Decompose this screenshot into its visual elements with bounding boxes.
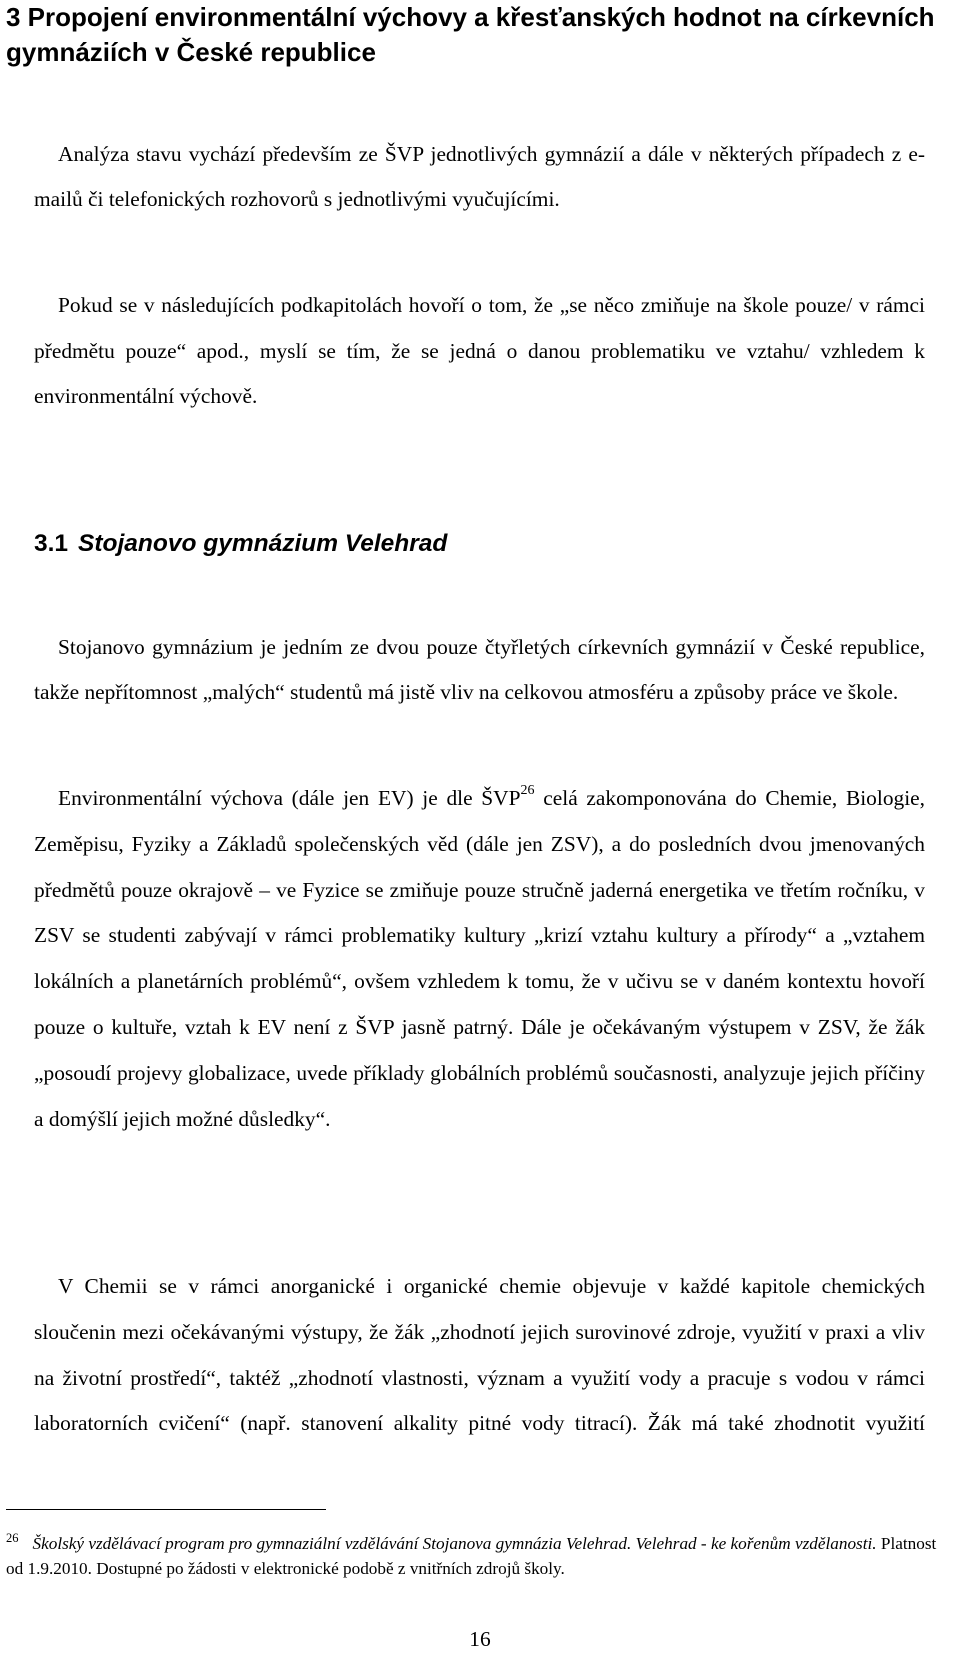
chapter-heading: 3 Propojení environmentální výchovy a křesťanských hodnot na církevních gymnáziích v České republice xyxy=(6,2,935,67)
footnote xyxy=(6,1531,946,1581)
footnote-source-details: Platnost od 1.9.2010. Dostupné po žádosti v elektronické podobě z vnitřních zdrojů školy. xyxy=(6,1534,937,1578)
footnote-number: 26 xyxy=(6,1531,19,1545)
footnote-source-title: Školský vzdělávací program pro gymnaziální vzdělávání Stojanova gymnázia Velehrad. Velehrad - ke kořenům vzdělanosti. xyxy=(32,1534,877,1553)
ev-paragraph xyxy=(34,776,925,1142)
school-paragraph: Stojanovo gymnázium je jedním ze dvou pouze čtyřletých církevních gymnázií v České republice, takže nepřítomnost „malých“ studentů má jistě vliv na celkovou atmosféru a způsoby práce ve škole. xyxy=(34,635,925,704)
footnote-reference[interactable]: 26 xyxy=(520,783,535,798)
section-number: 3.1 xyxy=(34,530,69,557)
footnote-separator xyxy=(6,1509,326,1510)
ev-paragraph-start: Environmentální výchova (dále jen EV) je dle ŠVP xyxy=(58,786,521,810)
ev-paragraph-rest: celá zakomponována do Chemie, Biologie, Zeměpisu, Fyziky a Základů společenských věd (dále jen ZSV), a do posledních dvou jmenovaných předmětů pouze okrajově – ve Fyzice se zmiňuje pouze stručně jaderná energetika ve třetím ročníku, v ZSV se studenti zabývají v rámci problematiky kultury „krizí vztahu kultury a přírody“ a „vztahem lokálních a planetárních problémů“, ovšem vzhledem k tomu, že v učivu se v daném kontextu hovoří pouze o kultuře, vztah k EV není z ŠVP jasně patrný. Dále je očekávaným výstupem v ZSV, že žák „posoudí projevy globalizace, uvede příklady globálních problémů současnosti, analyzuje jejich příčiny a domýšlí jejich možné důsledky“. xyxy=(34,786,925,1131)
intro-paragraph-1: Analýza stavu vychází především ze ŠVP jednotlivých gymnázií a dále v některých případech z e-mailů či telefonických rozhovorů s jednotlivými vyučujícími. xyxy=(34,142,925,211)
chemistry-paragraph: V Chemii se v rámci anorganické i organické chemie objevuje v každé kapitole chemických sloučenin mezi očekávanými výstupy, že žák „zhodnotí jejich surovinové zdroje, využití v praxi a vliv na životní prostředí“, taktéž „zhodnotí vlastnosti, význam a využití vody a pracuje s vodou v rámci laboratorních cvičení“ (např. stanovení alkality pitné vody titrací). Žák má také zhodnotit využití xyxy=(34,1274,925,1436)
section-heading xyxy=(34,529,934,559)
intro-paragraph-2: Pokud se v následujících podkapitolách hovoří o tom, že „se něco zmiňuje na škole pouze/ v rámci předmětu pouze“ apod., myslí se tím, že se jedná o danou problematiku ve vztahu/ vzhledem k environmentální výchově. xyxy=(34,293,925,408)
page-number: 16 xyxy=(469,1627,491,1651)
section-title: Stojanovo gymnázium Velehrad xyxy=(78,530,448,557)
